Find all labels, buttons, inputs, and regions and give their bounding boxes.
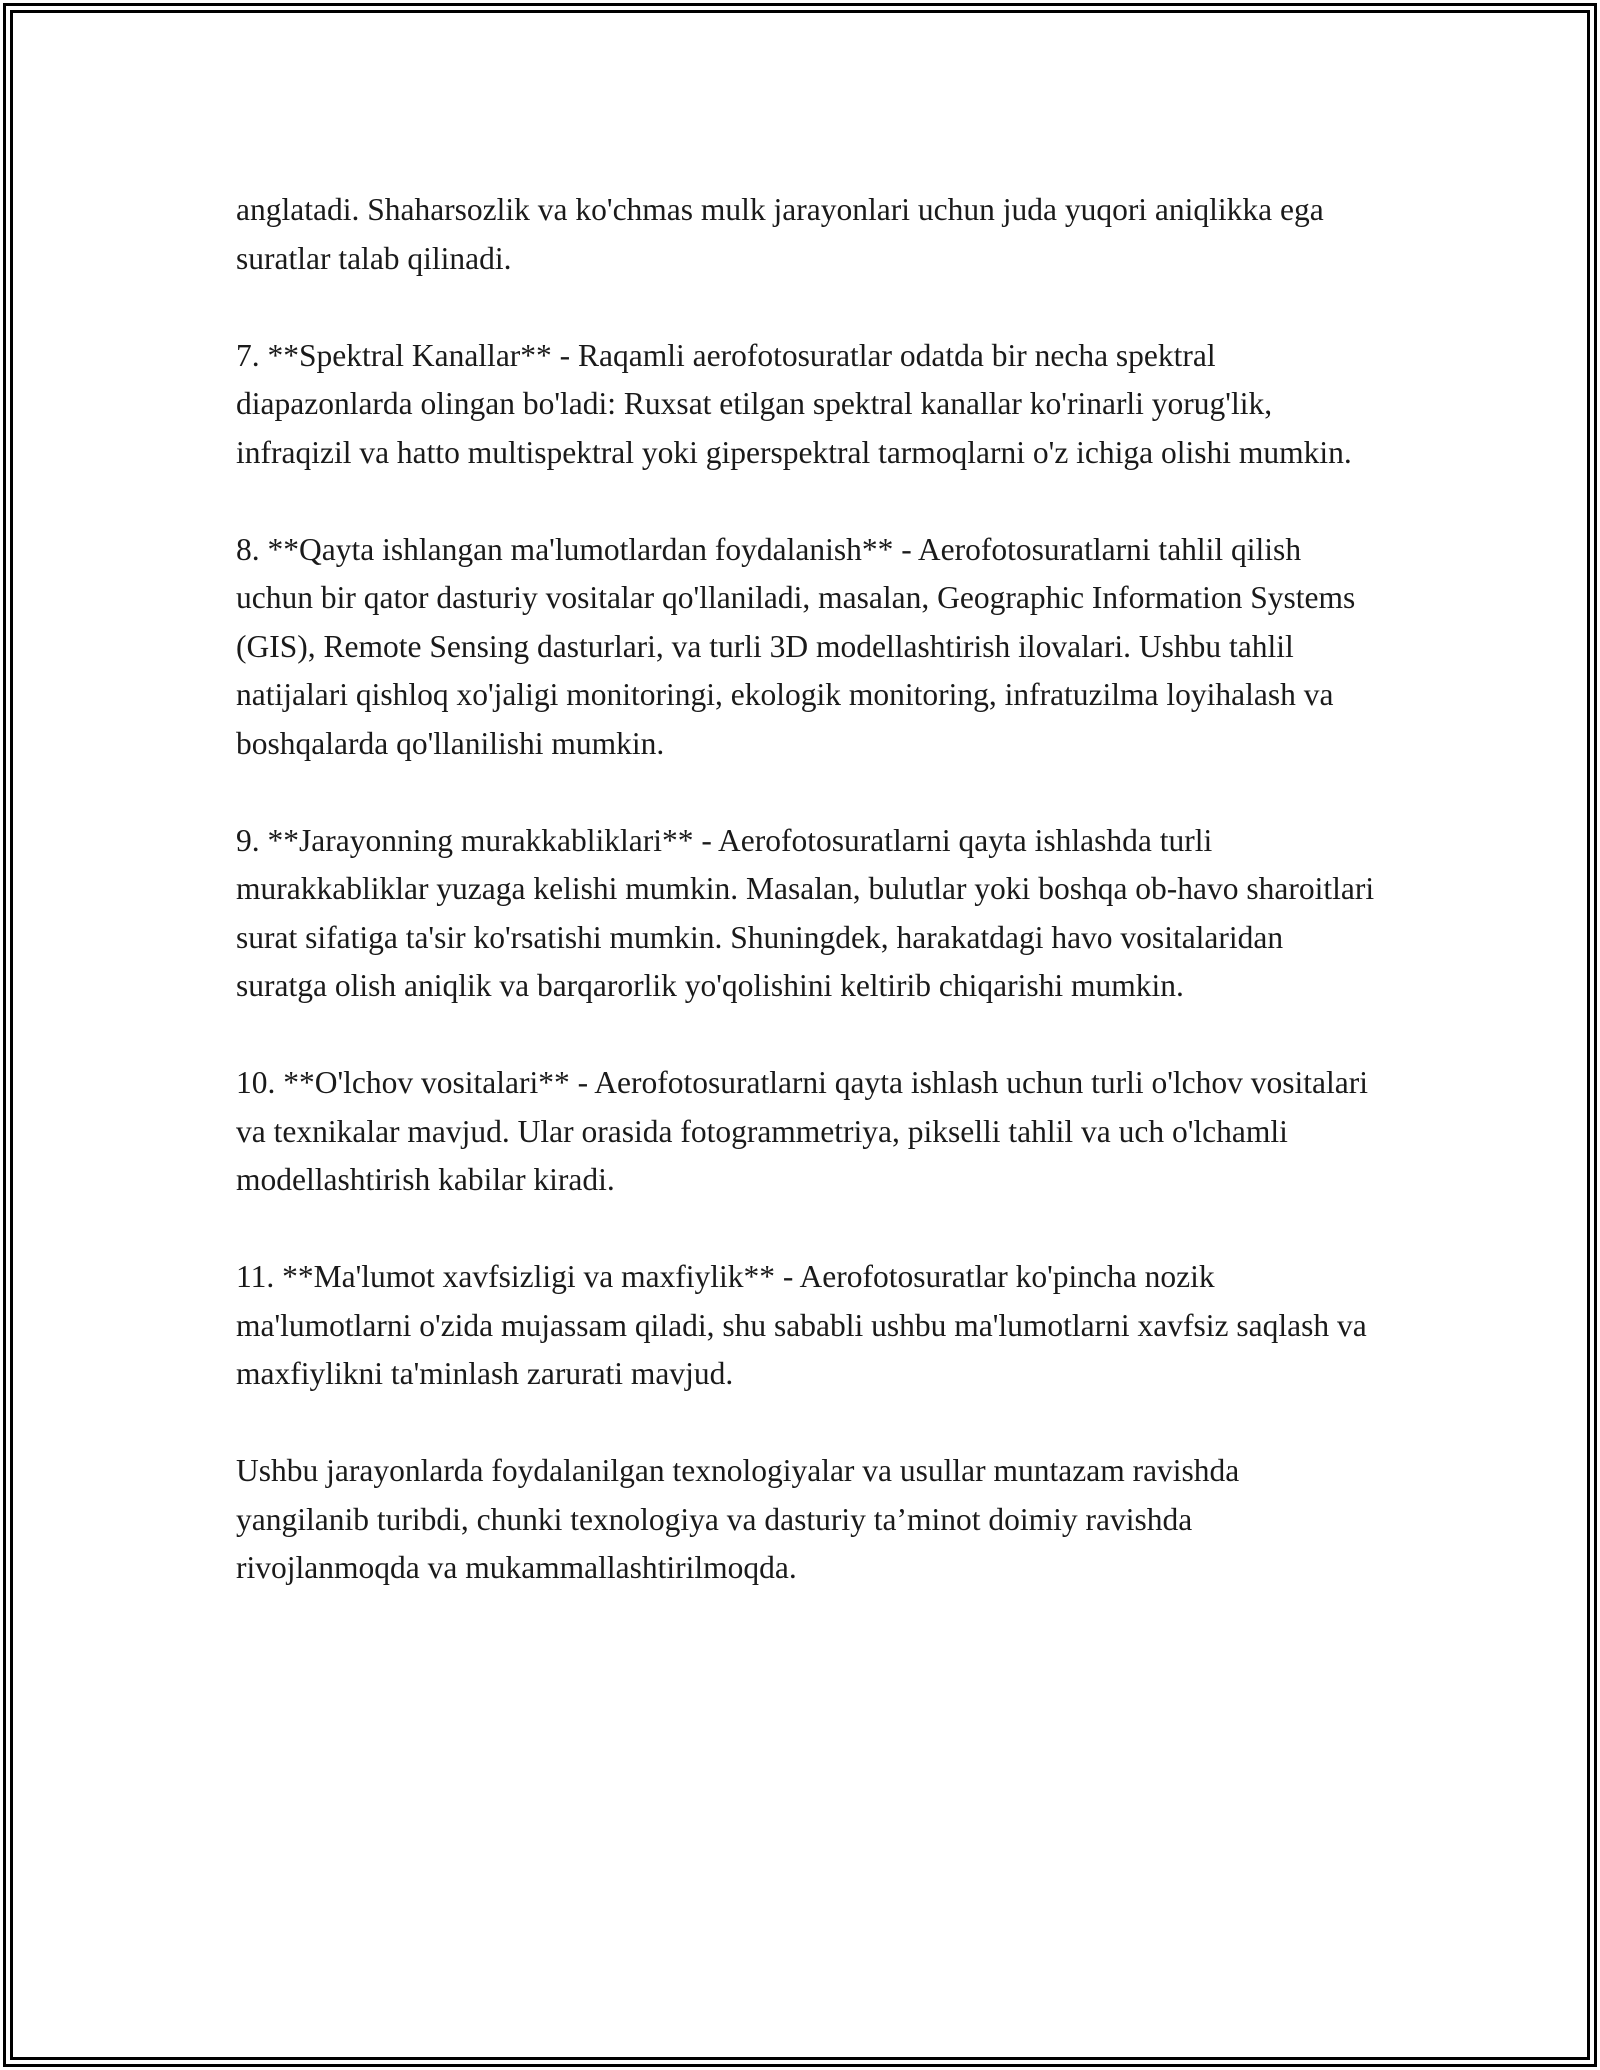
document-body: [236, 186, 1376, 1593]
paragraph-item-11: 11. **Ma'lumot xavfsizligi va maxfiylik** - Aerofotosuratlar ko'pincha nozik ma'lumotlarni o'zida mujassam qiladi, shu sababli ushbu ma'lumotlarni xavfsiz saqlash va maxfiylikni ta'minlash zarurati mavjud.: [236, 1259, 1367, 1391]
paragraph-item-7: 7. **Spektral Kanallar** - Raqamli aerofotosuratlar odatda bir necha spektral diapazonlarda olingan bo'ladi: Ruxsat etilgan spektral kanallar ko'rinarli yorug'lik, infraqizil va hatto multispektral yoki giperspektral tarmoqlarni o'z ichiga olishi mumkin.: [236, 337, 1352, 470]
paragraph-item-9: 9. **Jarayonning murakkabliklari** - Aerofotosuratlarni qayta ishlashda turli murakkabliklar yuzaga kelishi mumkin. Masalan, bulutlar yoki boshqa ob-havo sharoitlari surat sifatiga ta'sir ko'rsatishi mumkin. Shuningdek, harakatdagi havo vositalaridan suratga olish aniqlik va barqarorlik yo'qolishini keltirib chiqarishi mumkin.: [236, 822, 1375, 1003]
paragraph-continuation: anglatadi. Shaharsozlik va ko'chmas mulk jarayonlari uchun juda yuqori aniqlikka ega suratlar talab qilinadi.: [236, 192, 1324, 276]
paragraph-item-8: 8. **Qayta ishlangan ma'lumotlardan foydalanish** - Aerofotosuratlarni tahlil qilish uchun bir qator dasturiy vositalar qo'llaniladi, masalan, Geographic Information Systems (GIS), Remote Sensing dasturlari, va turli 3D modellashtirish ilovalari. Ushbu tahlil natijalari qishloq xo'jaligi monitoringi, ekologik monitoring, infratuzilma loyihalash va boshqalarda qo'llanilishi mumkin.: [236, 531, 1356, 761]
paragraph-conclusion: Ushbu jarayonlarda foydalanilgan texnologiyalar va usullar muntazam ravishda yangilanib turibdi, chunki texnologiya va dasturiy ta’minot doimiy ravishda rivojlanmoqda va mukammallashtirilmoqda.: [236, 1453, 1240, 1585]
paragraph-item-10: 10. **O'lchov vositalari** - Aerofotosuratlarni qayta ishlash uchun turli o'lchov vositalari va texnikalar mavjud. Ular orasida fotogrammetriya, pikselli tahlil va uch o'lchamli modellashtirish kabilar kiradi.: [236, 1065, 1368, 1197]
